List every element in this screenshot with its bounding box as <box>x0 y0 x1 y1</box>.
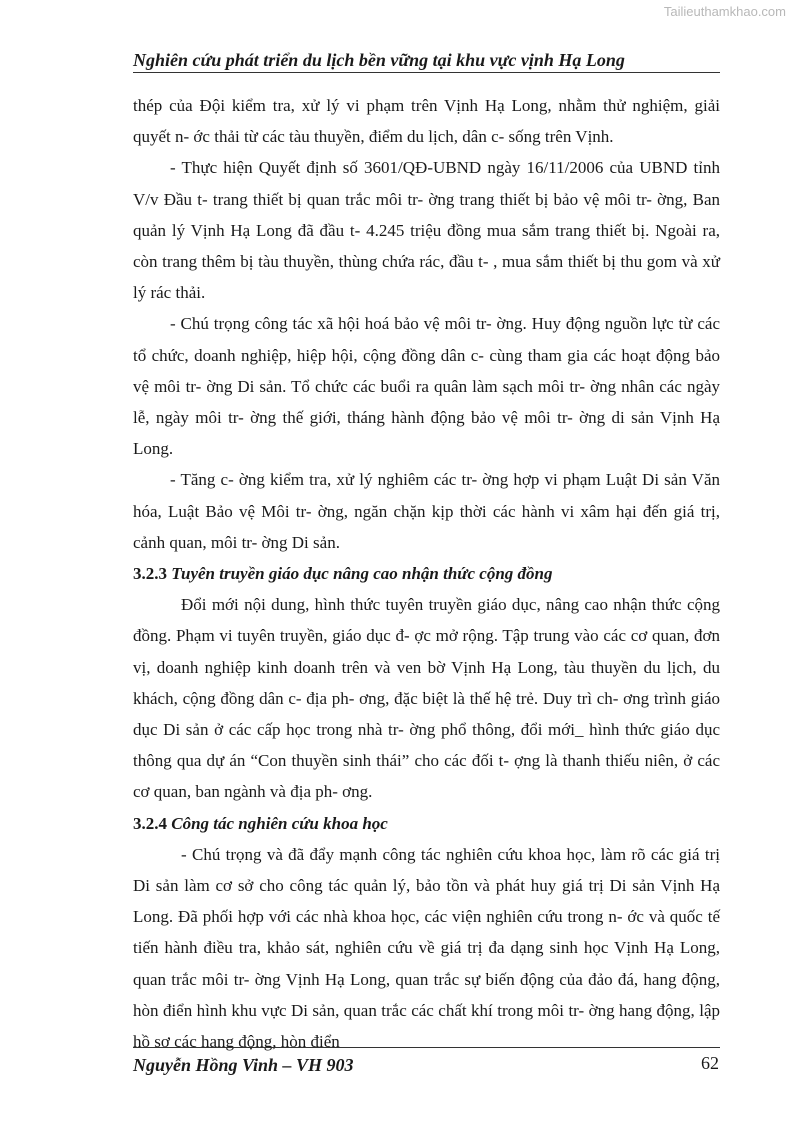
paragraph: - Thực hiện Quyết định số 3601/QĐ-UBND ngày 16/11/2006 của UBND tỉnh V/v Đầu t- trang thiết bị quan trắc môi tr- ờng trang thiết bị bảo vệ môi tr- ờng, Ban quản lý Vịnh Hạ Long đã đầu t- 4.245 triệu đồng mua sắm trang thiết bị. Ngoài ra, còn trang thêm bị tàu thuyền, thùng chứa rác, đầu t- , mua sắm thiết bị thu gom và xử lý rác thải. <box>133 158 720 303</box>
section-number: 3.2.3 <box>133 564 167 584</box>
section-title: Tuyên truyền giáo dục nâng cao nhận thức cộng đồng <box>171 564 553 584</box>
page-number: 62 <box>701 1053 719 1073</box>
section-heading-3-2-4 <box>133 808 720 839</box>
page-header-title: Nghiên cứu phát triển du lịch bền vững tại khu vực vịnh Hạ Long <box>133 50 625 70</box>
watermark: Tailieuthamkhao.com <box>663 4 786 19</box>
paragraph: thép của Đội kiểm tra, xử lý vi phạm trên Vịnh Hạ Long, nhằm thử nghiệm, giải quyết n- ớc thải từ các tàu thuyền, điểm du lịch, dân c- sống trên Vịnh. <box>133 96 720 147</box>
document-body <box>133 90 720 1057</box>
footer-author: Nguyễn Hồng Vinh – VH 903 <box>133 1055 354 1075</box>
section-number: 3.2.4 <box>133 813 167 833</box>
paragraph: - Chú trọng công tác xã hội hoá bảo vệ môi tr- ờng. Huy động nguồn lực từ các tổ chức, doanh nghiệp, hiệp hội, cộng đồng dân c- cùng tham gia các hoạt động bảo vệ môi tr- ờng Di sản. Tổ chức các buổi ra quân làm sạch môi tr- ờng nhân các ngày lễ, ngày môi tr- ờng thế giới, tháng hành động bảo vệ môi tr- ờng di sản Vịnh Hạ Long. <box>133 314 720 459</box>
paragraph: - Tăng c- ờng kiểm tra, xử lý nghiêm các tr- ờng hợp vi phạm Luật Di sản Văn hóa, Luật Bảo vệ Môi tr- ờng, ngăn chặn kịp thời các hành vi xâm hại đến giá trị, cảnh quan, môi tr- ờng Di sản. <box>133 470 720 552</box>
header-divider <box>133 72 720 73</box>
section-title: Công tác nghiên cứu khoa học <box>171 813 388 833</box>
paragraph: - Chú trọng và đã đẩy mạnh công tác nghiên cứu khoa học, làm rõ các giá trị Di sản làm cơ sở cho công tác quản lý, bảo tồn và phát huy giá trị Di sản Vịnh Hạ Long. Đã phối hợp với các nhà khoa học, các viện nghiên cứu trong n- ớc và quốc tế tiến hành điều tra, khảo sát, nghiên cứu về giá trị đa dạng sinh học Vịnh Hạ Long, quan trắc môi tr- ờng Vịnh Hạ Long, quan trắc sự biến động của đảo đá, hang động, hòn điển hình khu vực Di sản, quan trắc các chất khí trong môi tr- ờng hang động, lập hồ sơ các hang động, hòn điển <box>133 844 720 1052</box>
paragraph: Đổi mới nội dung, hình thức tuyên truyền giáo dục, nâng cao nhận thức cộng đồng. Phạm vi tuyên truyền, giáo dục đ- ợc mở rộng. Tập trung vào các cơ quan, đơn vị, doanh nghiệp kinh doanh trên và ven bờ Vịnh Hạ Long, tàu thuyền du lịch, du khách, cộng đồng dân c- địa ph- ơng, đặc biệt là thế hệ trẻ. Duy trì ch- ơng trình giáo dục Di sản ở các cấp học trong nhà tr- ờng phổ thông, đổi mới_ hình thức giáo dục thông qua dự án “Con thuyền sinh thái” cho các đối t- ợng là thanh thiếu niên, ở các cơ quan, ban ngành và địa ph- ơng. <box>133 595 720 802</box>
footer-divider <box>133 1047 720 1048</box>
section-heading-3-2-3 <box>133 558 720 589</box>
